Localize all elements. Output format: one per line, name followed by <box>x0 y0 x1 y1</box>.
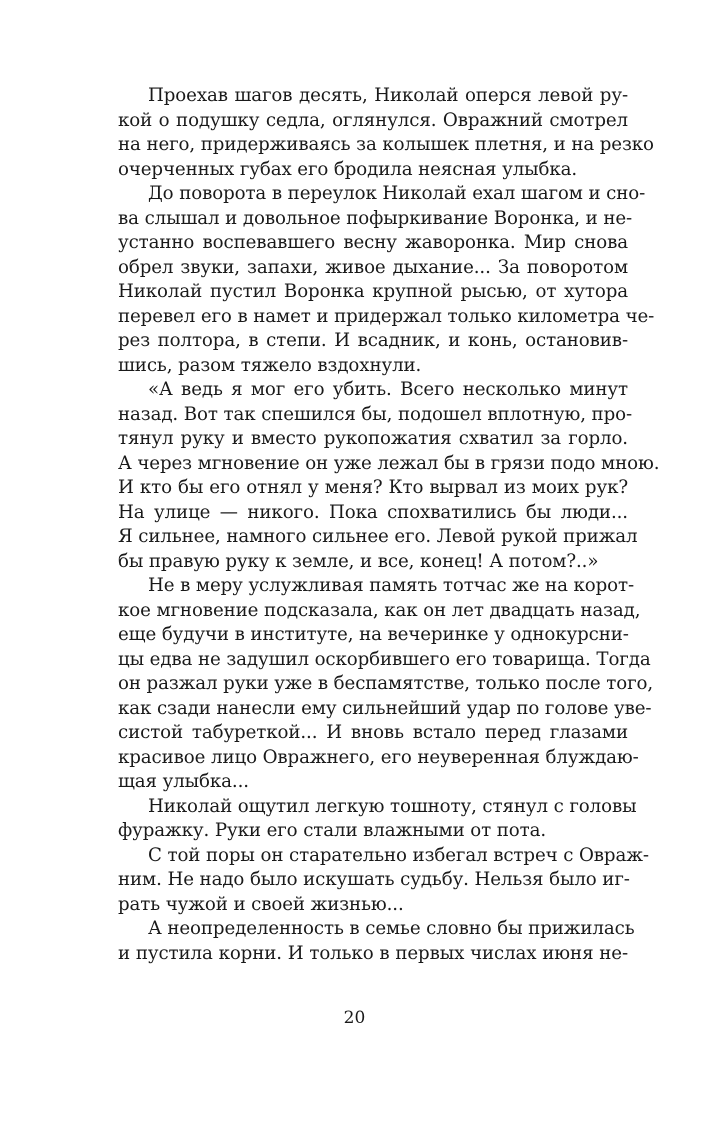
text-line: обрел звуки, запахи, живое дыхание... За поворотом <box>118 256 628 278</box>
text-line: цы едва не задушил оскорбившего его товарища. Тогда <box>118 648 651 670</box>
text-line: ва слышал и довольное пофыркивание Воронка, и не- <box>118 207 633 229</box>
text-line: и пустила корни. И только в первых числах июня не- <box>118 942 628 964</box>
text-line: устанно воспевавшего весну жаворонка. Мир снова <box>118 232 628 253</box>
text-line: «А ведь я мог его убить. Всего несколько минут <box>148 379 628 400</box>
text-line: И кто бы его отнял у меня? Кто вырвал из моих рук? <box>118 477 628 498</box>
text-line: Николай ощутил легкую тошноту, стянул с головы <box>148 795 637 817</box>
text-line: До поворота в переулок Николай ехал шагом и сно- <box>148 183 646 204</box>
text-line: систой табуреткой... И вновь встало перед глазами <box>118 722 628 743</box>
text-line: очерченных губах его бродила неясная улыбка. <box>118 158 578 180</box>
text-line: перевел его в намет и придержал только километра че- <box>118 305 655 327</box>
text-line: тянул руку и вместо рукопожатия схватил за горло. <box>118 428 628 449</box>
page-number: 20 <box>343 1008 366 1028</box>
text-line: Не в меру услужливая память тотчас же на корот- <box>148 575 635 596</box>
page-text <box>118 84 660 966</box>
text-line: На улице — никого. Пока спохватились бы люди... <box>118 501 628 523</box>
text-line: рез полтора, в степи. И всадник, и конь, остановив- <box>118 330 628 351</box>
text-line: еще будучи в институте, на вечеринке у однокурсни- <box>118 624 629 645</box>
text-line: как сзади нанесли ему сильнейший удар по голове уве- <box>118 697 652 719</box>
text-line: А неопределенность в семье словно бы прижилась <box>148 918 635 939</box>
text-line: рать чужой и своей жизнью... <box>118 893 404 915</box>
text-line: на него, придерживаясь за колышек плетня, и на резко <box>118 134 654 155</box>
text-line: назад. Вот так спешился бы, подошел вплотную, про- <box>118 403 633 425</box>
text-line: бы правую руку к земле, и все, конец! А потом?..» <box>118 550 599 572</box>
text-line: А через мгновение он уже лежал бы в грязи подо мною. <box>118 452 660 474</box>
text-line: фуражку. Руки его стали влажными от пота. <box>118 820 547 841</box>
text-line: Николай пустил Воронка крупной рысью, от хутора <box>118 281 628 302</box>
text-line: ним. Не надо было искушать судьбу. Нельзя было иг- <box>118 869 630 890</box>
text-line: Я сильнее, намного сильнее его. Левой рукой прижал <box>118 526 638 547</box>
text-line: шись, разом тяжело вздохнули. <box>118 354 422 376</box>
text-line: Проехав шагов десять, Николай оперся левой ру- <box>148 85 628 106</box>
text-line: С той поры он старательно избегал встреч с Овраж- <box>148 844 649 866</box>
text-line: он разжал руки уже в беспамятстве, только после того, <box>118 673 654 694</box>
text-line: кой о подушку седла, оглянулся. Овражний смотрел <box>118 109 628 131</box>
text-line: кое мгновение подсказала, как он лет двадцать назад, <box>118 599 641 621</box>
text-line: красивое лицо Овражнего, его неуверенная блуждаю- <box>118 746 639 768</box>
text-line: щая улыбка... <box>118 771 249 792</box>
